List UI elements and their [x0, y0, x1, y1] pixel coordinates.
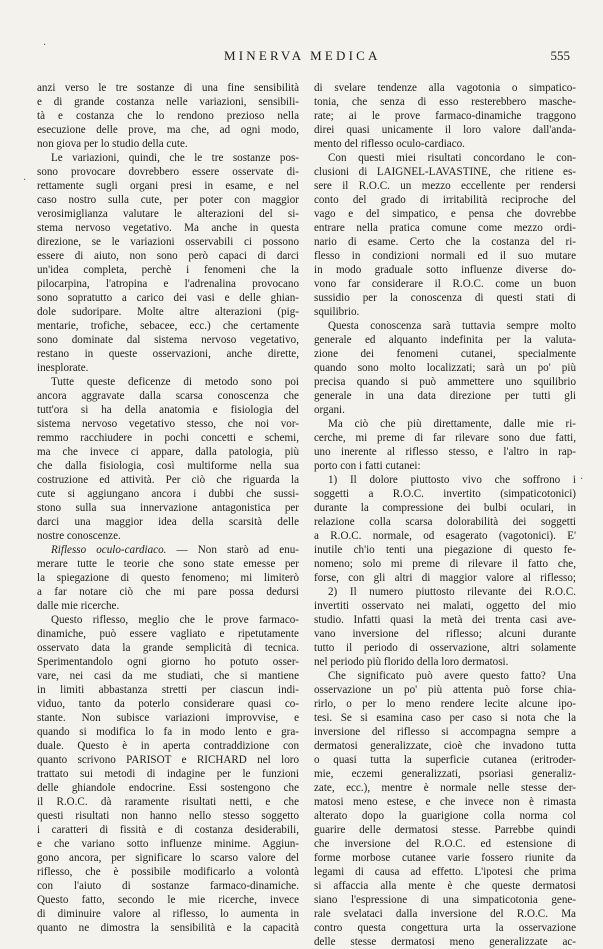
text-line: gono ancora, per significare lo scarso valore del: [37, 852, 299, 864]
text-line: squilibrio.: [314, 306, 360, 318]
text-line: nostre conoscenze.: [37, 530, 121, 542]
page-number: 555: [550, 48, 570, 63]
text-line: relazione colla scarsa dolorabilità dei soggetti: [314, 516, 576, 528]
text-line: vono far considerare il R.O.C. come un buon: [314, 278, 576, 290]
text-line: inutile ch'io tenti una piegazione di questo fe-: [314, 544, 576, 556]
text-line: delle stesse dermatosi meno generalizzate ac-: [314, 936, 576, 948]
text-line: quanto ne dimostra la sensibilità e la capacità: [37, 922, 299, 934]
text-line: conto del grado di irritabilità reciproche del: [314, 194, 576, 206]
text-line: forse, con gli altri di maggior valore al riflesso;: [314, 572, 576, 584]
text-line: si affaccia alla mente è che queste dermatosi: [314, 880, 576, 892]
text-line: rale svelataci dalla inversione del R.O.C. Ma: [314, 908, 576, 920]
margin-mark: ·: [43, 40, 47, 51]
text-line: riflesso, che è possibile modificarlo a volontà: [37, 866, 299, 878]
text-line: la spiegazione di questo fenomeno; mi limiterò: [37, 572, 299, 584]
text-line: ancora aggravate dalla scarsa conoscenza che: [37, 390, 299, 402]
text-line: clusioni di LAIGNEL-LAVASTINE, che ritiene es-: [314, 166, 576, 178]
text-line: [37, 543, 299, 557]
text-line: anzi verso le tre sostanze di una fine sensibilità: [37, 82, 299, 94]
text-line: costruzione ed attività. Per ciò che riguarda la: [37, 474, 299, 486]
text-line: direi quasi unicamente il loro valore dall'anda-: [314, 124, 576, 136]
text-line: cute si aggiungano ancora i dubbi che sussi-: [37, 488, 299, 500]
text-line: sono dominate dal sistema nervoso vegetativo,: [37, 334, 299, 346]
text-line: vago e del simpatico, e pensa che dovrebbe: [314, 208, 576, 220]
text-line: entrare nella pratica comune come mezzo ordi-: [314, 222, 576, 234]
text-line: di svelare tendenze alla vagotonia o simpatico-: [314, 82, 576, 94]
margin-mark: ·: [580, 474, 584, 485]
text-line: direzione, se le variazioni osservabili ci possono: [37, 236, 299, 248]
text-line: 1) Il dolore piuttosto vivo che soffrono i: [328, 474, 576, 486]
text-line: caso nostro sulla cute, per poter con maggior: [37, 194, 299, 206]
text-line: mie, eczemi generalizzati, psoriasi generaliz-: [314, 768, 576, 780]
text-line: generale in una data direzione per tutti gli: [314, 390, 576, 402]
text-line: tesi. Se si esamina caso per caso si nota che la: [314, 712, 576, 724]
text-line: tonia, che senza di esso resterebbero masche-: [314, 96, 576, 108]
text-line: e che variano sotto influenze minime. Aggiun-: [37, 838, 299, 850]
text-line: il R.O.C. dà raramente risultati netti, e che: [37, 796, 299, 808]
text-line: e di grande costanza nelle variazioni, sensibili-: [37, 96, 299, 108]
text-line: dermatosi generalizzate, cioè che invadono tutta: [314, 740, 576, 752]
text-line: tutto il periodo di osservazione, altri solamente: [314, 642, 576, 654]
text-line: in limiti abbastanza stretti per ciascun indi-: [37, 684, 299, 696]
text-line: mentarie, trofiche, sebacee, ecc.) che certamente: [37, 320, 299, 332]
text-line: remmo racchiudere in pochi concetti e schemi,: [37, 432, 299, 444]
text-line: sussidio per la conoscenza di questi stati di: [314, 292, 576, 304]
text-line: stema nervoso vegetativo. Ma anche in questa: [37, 222, 299, 234]
text-line: dole sudoripare. Molte altre alterazioni (pig-: [37, 306, 299, 318]
text-line: Questo fatto, secondo le mie ricerche, invece: [37, 894, 299, 906]
text-line: essere di aiuto, non sono però capaci di darci: [37, 250, 299, 262]
text-line: rettamente sugli organi presi in esame, e nel: [37, 180, 299, 192]
text-line: restano in queste osservazioni, anche dirette,: [37, 348, 299, 360]
text-line: tutt'ora si ha della anatomia e fisiologia del: [37, 404, 299, 416]
text-line: matosi meno estese, e che invece non è rimasta: [314, 796, 576, 808]
text-line: flesso in condizioni normali ed il suo mutare: [314, 250, 576, 262]
text-line: Le variazioni, quindi, che le tre sostanze pos-: [51, 152, 299, 164]
text-line: darci una maggior idea della scarsità delle: [37, 516, 299, 528]
text-line: porto con i fatti cutanei:: [314, 460, 421, 472]
text-line: soggetti a R.O.C. invertito (simpaticotonici): [314, 488, 576, 500]
text-line: con l'aiuto di sostanze farmaco-dinamiche.: [37, 880, 299, 892]
text-line: organi.: [314, 404, 345, 416]
text-line-rest: — Non starò ad enu-: [166, 544, 299, 556]
text-line: zate, ecc.), mentre è normale nelle stesse der-: [314, 782, 576, 794]
right-column: [314, 81, 576, 949]
text-line: contro questa congettura urta la osservazione: [314, 922, 576, 934]
text-line: o quasi tutta la superficie cutanea (eritroder-: [314, 754, 576, 766]
text-line: nomeno; solo mi preme di rilevare il fatto che,: [314, 558, 576, 570]
text-line: Con questi miei risultati concordano le con-: [328, 152, 576, 164]
text-line: un'idea completa, perchè i fenomeni che la: [37, 264, 299, 276]
text-line: Questo riflesso, meglio che le prove farmaco-: [51, 614, 299, 626]
text-line: studio. Infatti quasi la metà dei trenta casi ave-: [314, 614, 576, 626]
text-line: sere il R.O.C. un mezzo eccellente per rendersi: [314, 180, 576, 192]
text-line: guarire delle dermatosi stesse. Parrebbe quindi: [314, 824, 576, 836]
text-line: osservazione un po' più attenta può forse chia-: [314, 684, 576, 696]
text-line: Questa conoscenza sarà tuttavia sempre molto: [328, 320, 576, 332]
text-line: Che significato può avere questo fatto? Una: [328, 670, 576, 682]
text-line: di diminuire valore al riflesso, lo aumenta in: [37, 908, 299, 920]
text-line: rate; ai le prove farmaco-dinamiche traggono: [314, 110, 576, 122]
left-column: [37, 81, 299, 935]
text-line: generale ed alquanto indefinita per la valuta-: [314, 334, 576, 346]
text-line: trattato sui metodi di indagine per le funzioni: [37, 768, 299, 780]
text-line: cerche, mi preme di far rilevare sono due fatti,: [314, 432, 576, 444]
text-line: delle ghiandole endocrine. Essi sostengono che: [37, 782, 299, 794]
text-line: sono sopratutto a carico dei vasi e delle ghian-: [37, 292, 299, 304]
text-line: dalle mie ricerche.: [37, 600, 120, 612]
text-line: rirlo, o per lo meno rendere lecite alcune ipo-: [314, 698, 576, 710]
text-line: ma che invece ci appare, dalla patologia, più: [37, 446, 299, 458]
text-line: osservato data la grande semplicità di tecnica.: [37, 642, 299, 654]
text-line: stante. Non subisce variazioni improvvise, e: [37, 712, 299, 724]
text-line: viduo, tanto da poterlo considerare quasi co-: [37, 698, 299, 710]
text-line: invertiti osservato nei malati, oggetto del mio: [314, 600, 576, 612]
text-line: stono sulla sua innervazione antagonistica per: [37, 502, 299, 514]
text-line: i caratteri di fissità e di costanza desiderabili,: [37, 824, 299, 836]
text-line: precisa quando si può ammettere uno squilibrio: [314, 376, 576, 388]
text-line: esecuzione delle prove, ma che, ad ogni modo,: [37, 124, 299, 136]
text-line: in modo graduale sotto influenze diverse do-: [314, 264, 576, 276]
text-line: quanto scrivono PARISOT e RICHARD nel loro: [37, 754, 299, 766]
text-line: a far notare ciò che mi pare possa dedursi: [37, 586, 299, 598]
text-line: forme morbose cutanee varie fossero riunite da: [314, 852, 576, 864]
text-line: mento del riflesso oculo-cardiaco.: [314, 138, 465, 150]
text-line: vano inversione del riflesso; alcuni durante: [314, 628, 576, 640]
text-line: zione dei fenomeni cutanei, specialmente: [314, 348, 576, 360]
text-line: Ma ciò che più direttamente, dalle mie ri-: [328, 418, 576, 430]
text-line: quando si modifica lo fa in modo lento e gra-: [37, 726, 299, 738]
text-line: questi risultati non hanno nello stesso soggetto: [37, 810, 299, 822]
text-line: merare tutte le teorie che sono state emesse per: [37, 558, 299, 570]
text-line: Tutte queste deficenze di metodo sono poi: [51, 376, 299, 388]
text-line: a R.O.C. normale, od esagerato (vagotonici). E': [314, 530, 576, 542]
text-line: 2) Il numero piuttosto rilevante dei R.O.C.: [328, 586, 576, 598]
text-line: durante la compressione dei bulbi oculari, in: [314, 502, 576, 514]
running-header: [0, 48, 603, 68]
text-line: sistema nervoso vegetativo stesso, che noi vor-: [37, 418, 299, 430]
margin-mark: ·: [23, 175, 27, 186]
text-line: uno inerente al riflesso stesso, e l'altro in rap-: [314, 446, 576, 458]
text-line: duale. Questo è in aperta contraddizione con: [37, 740, 299, 752]
text-line: non giova per lo studio della cute.: [37, 138, 188, 150]
text-line: nel periodo più florido della loro dermatosi.: [314, 656, 509, 668]
text-line: quando sono molto localizzati; sarà un po' più: [314, 362, 576, 374]
text-line: che dalla fisiologia, così multiforme nella sua: [37, 460, 299, 472]
text-line: sono provocare dovrebbero essere osservate di-: [37, 166, 299, 178]
text-line: verosimiglianza valutare le alterazioni del si-: [37, 208, 299, 220]
section-heading: Riflesso oculo-cardiaco.: [51, 544, 167, 556]
text-line: legami di causa ad effetto. L'ipotesi che prima: [314, 866, 576, 878]
text-line: che inversione del R.O.C. ed estensione di: [314, 838, 576, 850]
journal-title: MINERVA MEDICA: [224, 48, 381, 63]
text-line: siano l'espressione di una simpaticotonia gene-: [314, 894, 576, 906]
text-line: tà e costanza che lo rendono prezioso nella: [37, 110, 299, 122]
text-line: vare, nei casi da me studiati, che si mantiene: [37, 670, 299, 682]
text-line: alterato dopo la guarigione colla norma col: [314, 810, 576, 822]
text-line: pilocarpina, l'atropina e l'adrenalina provocano: [37, 278, 299, 290]
text-line: dinamiche, può essere vagliato e ripetutamente: [37, 628, 299, 640]
text-line: inversione del riflesso si accompagna sempre a: [314, 726, 576, 738]
text-line: nario di esame. Certo che la costanza del ri-: [314, 236, 576, 248]
text-line: Sperimentandolo ogni giorno ho potuto osser-: [37, 656, 299, 668]
text-line: inesplorate.: [37, 362, 89, 374]
